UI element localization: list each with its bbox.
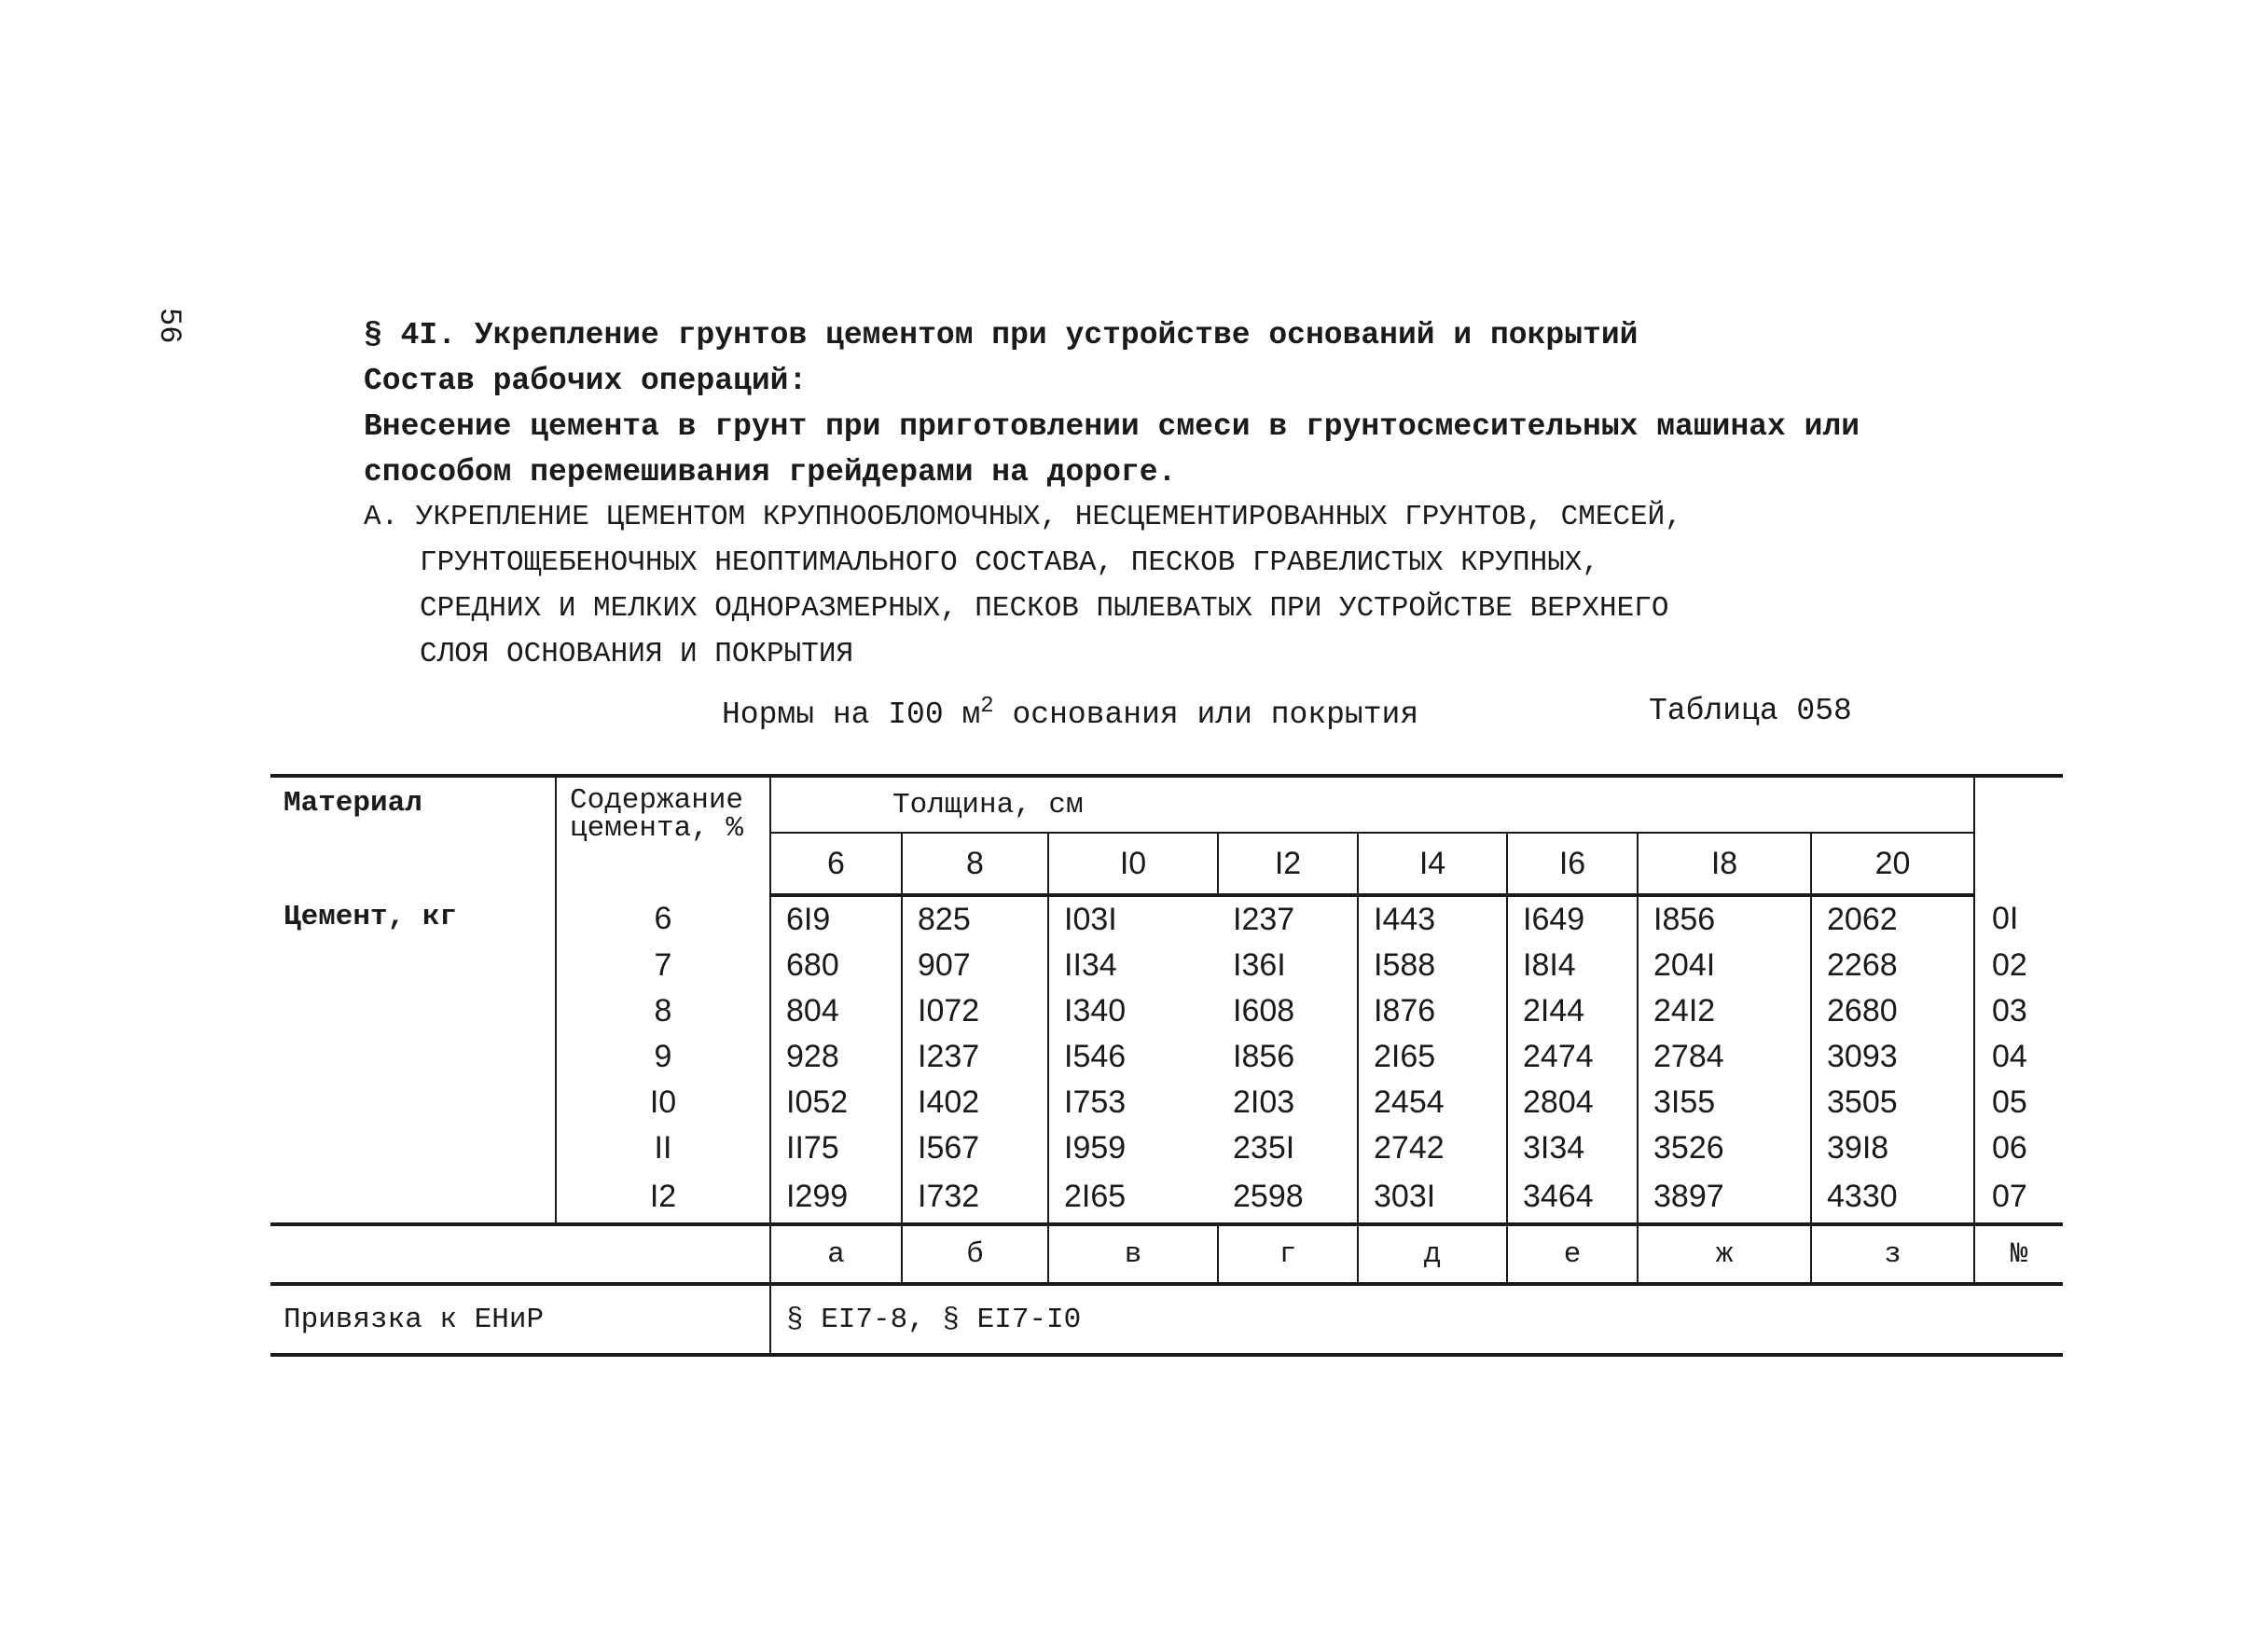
norm-value: I8I4 <box>1507 943 1638 988</box>
norm-value: 3897 <box>1638 1171 1811 1224</box>
norm-value: 204I <box>1638 943 1811 988</box>
norm-value: I237 <box>902 1034 1048 1080</box>
norms-caption-suffix: основания или покрытия <box>993 697 1419 732</box>
heading-operations-label: Состав рабочих операций: <box>364 364 808 398</box>
header-row-1 <box>270 776 2063 833</box>
norm-value: 2804 <box>1507 1080 1638 1125</box>
norm-value: I856 <box>1233 1039 1295 1074</box>
norm-value: 2268 <box>1811 943 1974 988</box>
thickness-20: 20 <box>1811 833 1974 895</box>
norm-value: 2062 <box>1811 895 1974 943</box>
column-letter: е <box>1507 1224 1638 1284</box>
norm-value: 2454 <box>1358 1080 1507 1125</box>
row-code: 02 <box>1974 943 2063 988</box>
subsection-a-line-2: ГРУНТОЩЕБЕНОЧНЫХ НЕОПТИМАЛЬНОГО СОСТАВА, ПЕСКОВ ГРАВЕЛИСТЫХ КРУПНЫХ, <box>420 546 1600 579</box>
norm-value: I567 <box>902 1125 1048 1171</box>
header-material: Материал <box>270 776 556 895</box>
norm-value: I237 <box>1233 902 1295 937</box>
number-sign: № <box>1974 1224 2063 1284</box>
cement-percent: 7 <box>556 943 770 988</box>
norm-value: 2I03 <box>1233 1084 1295 1120</box>
letters-blank <box>270 1224 770 1284</box>
column-letter: г <box>1218 1224 1358 1284</box>
norm-value: I876 <box>1358 988 1507 1034</box>
norm-value: I732 <box>902 1171 1048 1224</box>
cement-percent: II <box>556 1125 770 1171</box>
row-code: 06 <box>1974 1125 2063 1171</box>
norm-value: I03I <box>1048 895 1218 943</box>
norm-value: I340 <box>1048 988 1218 1034</box>
norm-value: 3505 <box>1811 1080 1974 1125</box>
header-cement-content <box>556 776 770 895</box>
norm-value: 24I2 <box>1638 988 1811 1034</box>
header-thickness: Толщина, см <box>770 776 1974 833</box>
enir-reference-row <box>270 1284 2063 1355</box>
norm-value: I052 <box>770 1080 902 1125</box>
norm-value: 928 <box>770 1034 902 1080</box>
cement-percent: 6 <box>556 895 770 943</box>
norm-value: I588 <box>1358 943 1507 988</box>
cement-percent: 8 <box>556 988 770 1034</box>
column-letter: д <box>1358 1224 1507 1284</box>
row-code: 0I <box>1974 895 2063 943</box>
subsection-a-line-3: СРЕДНИХ И МЕЛКИХ ОДНОРАЗМЕРНЫХ, ПЕСКОВ ПЫЛЕВАТЫХ ПРИ УСТРОЙСТВЕ ВЕРХНЕГО <box>420 592 1669 625</box>
norm-value: 39I8 <box>1811 1125 1974 1171</box>
norm-value: I072 <box>902 988 1048 1034</box>
norm-value: 6I9 <box>770 895 902 943</box>
norm-value: 303I <box>1358 1171 1507 1224</box>
column-letter: а <box>770 1224 902 1284</box>
thickness-6: 6 <box>770 833 902 895</box>
subsection-a-line-4: СЛОЯ ОСНОВАНИЯ И ПОКРЫТИЯ <box>420 638 854 670</box>
subsection-a <box>364 494 1682 677</box>
cement-percent: I2 <box>556 1171 770 1224</box>
thickness-14: I4 <box>1358 833 1507 895</box>
enir-label: Привязка к ЕНиР <box>270 1284 770 1355</box>
column-letter: в <box>1048 1224 1218 1284</box>
norm-value: 3I34 <box>1507 1125 1638 1171</box>
table-id: Таблица 058 <box>1649 694 1852 728</box>
page-number: 56 <box>152 308 187 344</box>
enir-value: § ЕI7-8, § ЕI7-I0 <box>770 1284 2063 1355</box>
norm-value: I608 <box>1233 993 1295 1028</box>
column-letter: ж <box>1638 1224 1811 1284</box>
norm-value: 2742 <box>1358 1125 1507 1171</box>
column-letter: з <box>1811 1224 1974 1284</box>
subsection-a-line-1: А. УКРЕПЛЕНИЕ ЦЕМЕНТОМ КРУПНООБЛОМОЧНЫХ, НЕСЦЕМЕНТИРОВАННЫХ ГРУНТОВ, СМЕСЕЙ, <box>364 501 1682 533</box>
norm-value: 2784 <box>1638 1034 1811 1080</box>
table-row <box>270 895 2063 943</box>
norms-table <box>270 774 2063 1357</box>
norm-value: 2474 <box>1507 1034 1638 1080</box>
section-heading <box>364 312 1860 495</box>
norm-value: 2I65 <box>1048 1171 1218 1224</box>
norm-value: I443 <box>1358 895 1507 943</box>
norm-value: 3464 <box>1507 1171 1638 1224</box>
norm-value: I753 <box>1048 1080 1218 1125</box>
norm-value: 825 <box>902 895 1048 943</box>
header-code-column <box>1974 776 2063 895</box>
row-code: 07 <box>1974 1171 2063 1224</box>
norms-caption <box>722 694 1418 732</box>
norms-caption-prefix: Нормы на I00 м <box>722 697 981 732</box>
norm-value: I546 <box>1048 1034 1218 1080</box>
heading-title: § 4I. Укрепление грунтов цементом при устройстве оснований и покрытий <box>364 318 1639 352</box>
cement-percent: I0 <box>556 1080 770 1125</box>
norm-value: 3I55 <box>1638 1080 1811 1125</box>
norm-value: I402 <box>902 1080 1048 1125</box>
material-name: Цемент, кг <box>284 901 458 933</box>
column-letter: б <box>902 1224 1048 1284</box>
norm-value: 2598 <box>1233 1179 1304 1214</box>
header-cement-content-line-2: цемента, % <box>570 812 744 845</box>
thickness-18: I8 <box>1638 833 1811 895</box>
norm-value: 680 <box>770 943 902 988</box>
norm-value: I36I <box>1233 947 1286 983</box>
norm-value: 2I65 <box>1358 1034 1507 1080</box>
norm-value: 804 <box>770 988 902 1034</box>
heading-operations-line-1: Внесение цемента в грунт при приготовлении смеси в грунтосмесительных машинах или <box>364 409 1860 444</box>
norm-value: 907 <box>902 943 1048 988</box>
thickness-12: I2 <box>1218 833 1358 895</box>
norm-value: I649 <box>1507 895 1638 943</box>
norm-value: I299 <box>770 1171 902 1224</box>
column-letters-row <box>270 1224 2063 1284</box>
norm-value: 2I44 <box>1507 988 1638 1034</box>
norm-value: I959 <box>1048 1125 1218 1171</box>
row-code: 05 <box>1974 1080 2063 1125</box>
norm-value: 235I <box>1233 1130 1295 1166</box>
norm-value: 4330 <box>1811 1171 1974 1224</box>
cement-percent: 9 <box>556 1034 770 1080</box>
thickness-16: I6 <box>1507 833 1638 895</box>
header-cement-content-line-1: Содержание <box>570 784 744 817</box>
norm-value: 3093 <box>1811 1034 1974 1080</box>
row-code: 04 <box>1974 1034 2063 1080</box>
thickness-8: 8 <box>902 833 1048 895</box>
norm-value: I856 <box>1638 895 1811 943</box>
thickness-10: I0 <box>1048 833 1218 895</box>
row-code: 03 <box>1974 988 2063 1034</box>
norm-value: II75 <box>770 1125 902 1171</box>
norms-caption-superscript: 2 <box>980 694 994 719</box>
heading-operations-line-2: способом перемешивания грейдерами на дороге. <box>364 455 1177 490</box>
norm-value: II34 <box>1048 943 1218 988</box>
norm-value: 2680 <box>1811 988 1974 1034</box>
norm-value: 3526 <box>1638 1125 1811 1171</box>
